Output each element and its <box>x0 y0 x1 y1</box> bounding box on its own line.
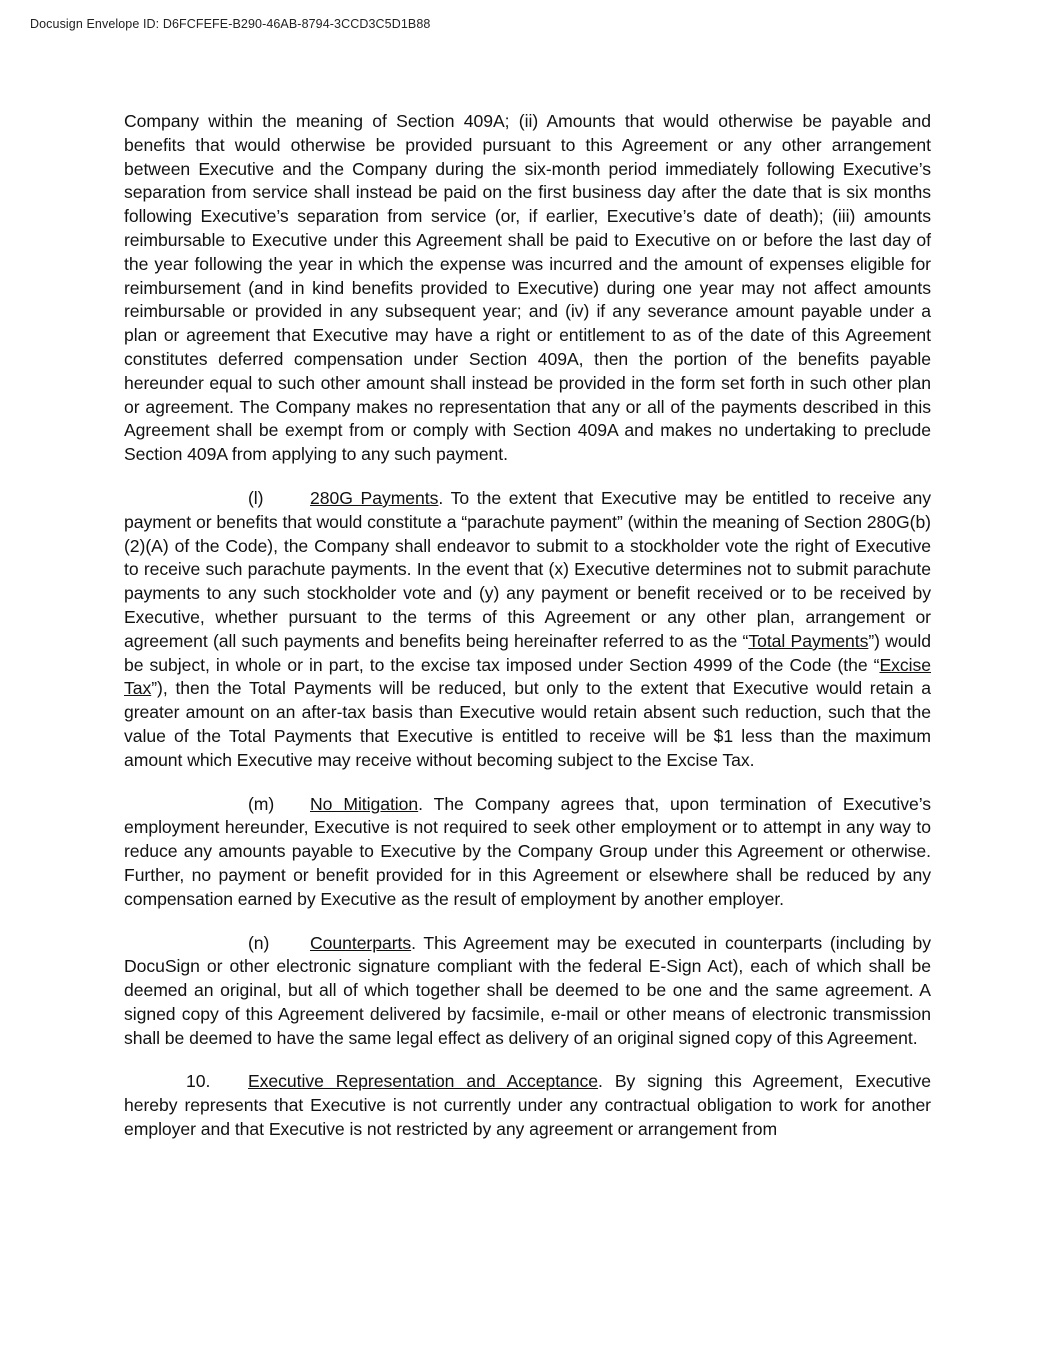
section-heading: 280G Payments <box>310 487 439 508</box>
paragraph-text: ”) would be subject, in whole or in part, to the excise tax imposed under Section 4999 of the Code (the “ <box>124 630 931 675</box>
paragraph-text: . To the extent that Executive may be entitled to receive any payment or benefits that would constitute a “parachute payment” (within the meaning of Section 280G(b)(2)(A) of the Code), the Company shall endeavor to submit to a stockholder vote the right of Executive to receive such parachute payments. In the event that (x) Executive determines not to submit parachute payments to any such stockholder vote and (y) any payment or benefit received or to be received by Executive, whether pursuant to the terms of this Agreement or any other plan, arrangement or agreement (all such payments and benefits being hereinafter referred to as the “ <box>124 487 931 651</box>
paragraph-n-counterparts <box>124 932 931 1051</box>
defined-term-total-payments: Total Payments <box>748 630 869 651</box>
paragraph-text: . This Agreement may be executed in counterparts (including by DocuSign or other electronic signature compliant with the federal E-Sign Act), each of which shall be deemed an original, but all of which together shall be deemed to be one and the same agreement. A signed copy of this Agreement delivered by facsimile, e-mail or other means of electronic transmission shall be deemed to have the same legal effect as delivery of an original signed copy of this Agreement. <box>124 932 931 1048</box>
section-heading: Executive Representation and Acceptance <box>248 1071 599 1092</box>
section-label: (n) <box>248 932 270 953</box>
paragraph-m-no-mitigation <box>124 793 931 912</box>
paragraph-text: . By signing this Agreement, Executive hereby represents that Executive is not currently under any contractual obligation to work for another employer and that Executive is not restricted by any agreement or arrangement from <box>124 1071 931 1140</box>
docusign-envelope-id: Docusign Envelope ID: D6FCFEFE-B290-46AB-8794-3CCD3C5D1B88 <box>30 17 431 31</box>
paragraph-continuation: Company within the meaning of Section 409A; (ii) Amounts that would otherwise be payable and benefits that would otherwise be provided pursuant to this Agreement or any other arrangement between Executive and the Company during the six-month period immediately following Executive’s separation from service shall instead be paid on the first business day after the date that is six months following Executive’s separation from service (or, if earlier, Executive’s date of death); (iii) amounts reimbursable to Executive under this Agreement shall be paid to Executive on or before the last day of the year following the year in which the expense was incurred and the amount of expenses eligible for reimbursement (and in kind benefits provided to Executive) during one year may not affect amounts reimbursable or provided in any subsequent year; and (iv) if any severance amount payable under a plan or agreement that Executive may have a right or entitlement to as of the date of this Agreement constitutes deferred compensation under Section 409A, then the portion of the benefits payable hereunder equal to such other amount shall instead be provided in the form set forth in such other plan or agreement. The Company makes no representation that any or all of the payments described in this Agreement shall be exempt from or comply with Section 409A and makes no undertaking to preclude Section 409A from applying to any such payment. <box>124 111 931 465</box>
section-label: (m) <box>248 793 275 814</box>
defined-term-excise-tax: Excise Tax <box>124 654 931 699</box>
section-label: 10. <box>186 1071 211 1092</box>
paragraph-10-executive-representation <box>124 1070 931 1141</box>
document-page <box>124 110 931 1162</box>
paragraph-text: . The Company agrees that, upon termination of Executive’s employment hereunder, Executive is not required to seek other employment or to attempt in any way to reduce any amounts payable to Executive by the Company Group under this Agreement or otherwise. Further, no payment or benefit provided for in this Agreement or elsewhere shall be reduced by any compensation earned by Executive as the result of employment by another employer. <box>124 793 932 909</box>
section-label: (l) <box>248 487 264 508</box>
section-heading: Counterparts <box>310 932 412 953</box>
section-heading: No Mitigation <box>310 793 419 814</box>
paragraph-l-280g-payments <box>124 487 931 773</box>
paragraph-text: ”), then the Total Payments will be reduced, but only to the extent that Executive would retain a greater amount on an after-tax basis than Executive would retain absent such reduction, such that the value of the Total Payments that Executive is entitled to receive will be $1 less than the maximum amount which Executive may receive without becoming subject to the Excise Tax. <box>124 678 931 770</box>
